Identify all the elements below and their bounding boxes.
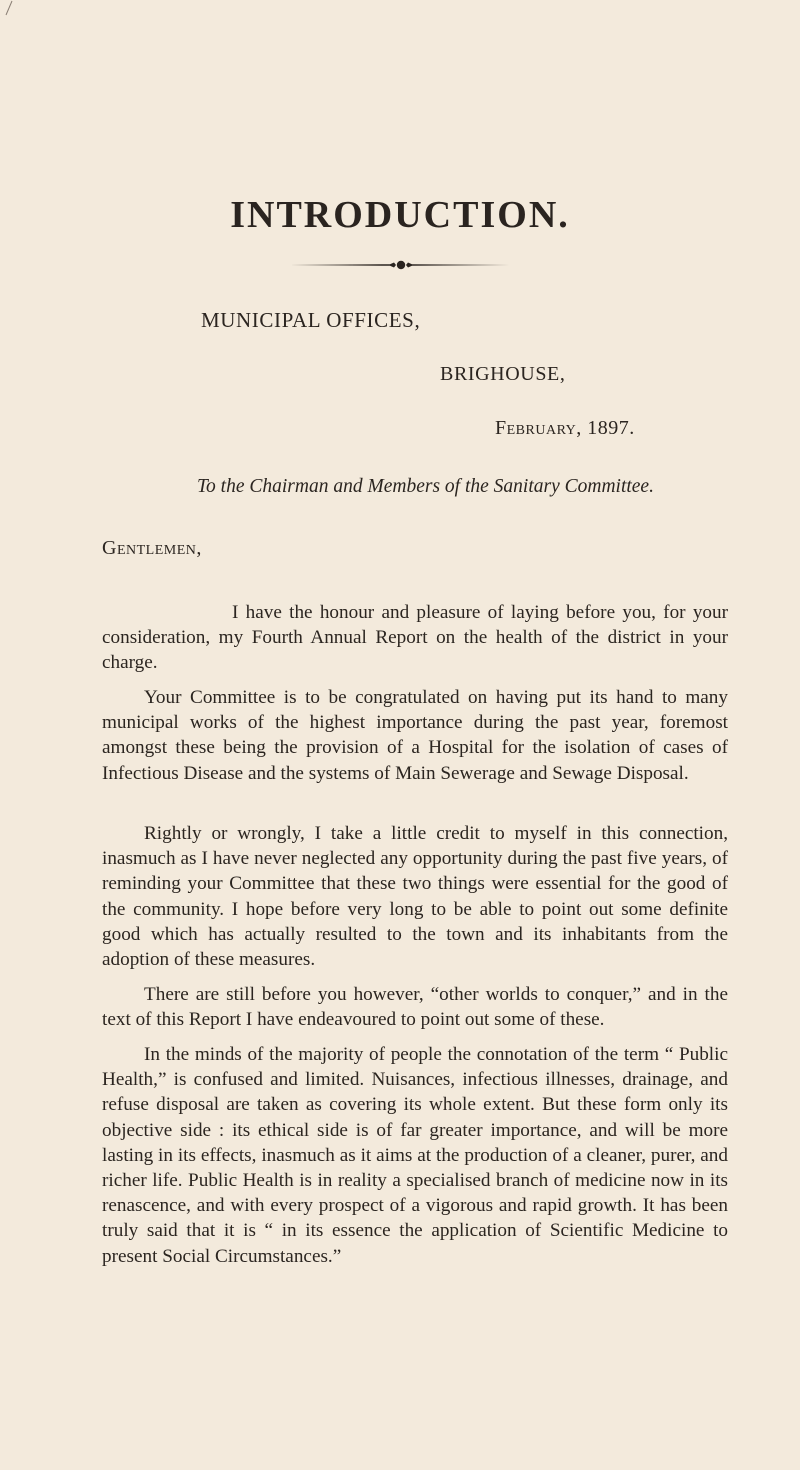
letter-date: February, 1897. [495,417,635,439]
paragraph: Your Committee is to be congratulated on having put its hand to many municipal works of the highest importance during the past year, foremost amongst these being the provision of a Hospital for the isolation of cases of Infectious Disease and the systems of Main Sewerage and Sewage Disposal. [102,687,728,784]
address-line: To the Chairman and Members of the Sanitary Committee. [197,476,654,497]
letterhead-town: BRIGHOUSE, [440,363,566,385]
page-title: INTRODUCTION. [230,194,570,236]
ornamental-divider-icon [290,258,512,272]
paragraph: I have the honour and pleasure of laying before you, for your consideration, my Fourth Annual Report on the health of the district in your charge. [102,602,728,674]
pencil-mark-icon [4,0,14,16]
greeting: Gentlemen, [102,537,202,559]
paragraph: There are still before you however, “other worlds to conquer,” and in the text of this Report I have endeavoured to point out some of these. [102,984,728,1031]
paragraph: Rightly or wrongly, I take a little credit to myself in this connection, inasmuch as I have never neglected any opportunity during the past five years, of reminding your Committee that these two things were essential for the good of the community. I hope before very long to be able to point out some definite good which has actually resulted to the town and its inhabitants from the adoption of these measures. [102,823,728,971]
letterhead-office: MUNICIPAL OFFICES, [201,308,421,332]
paragraph: In the minds of the majority of people the connotation of the term “ Public Health,” is confused and limited. Nuisances, infectious illnesses, drainage, and refuse disposal are taken as covering its whole extent. But these form only its objective side : its ethical side is of far greater importance, and will be more lasting in its effects, inasmuch as it aims at the production of a cleaner, purer, and richer life. Public Health is in reality a specialised branch of medicine now in its renascence, and with every prospect of a vigorous and rapid growth. It has been truly said that it is “ in its essence the application of Scientific Medicine to present Social Circumstances.” [102,1044,728,1267]
